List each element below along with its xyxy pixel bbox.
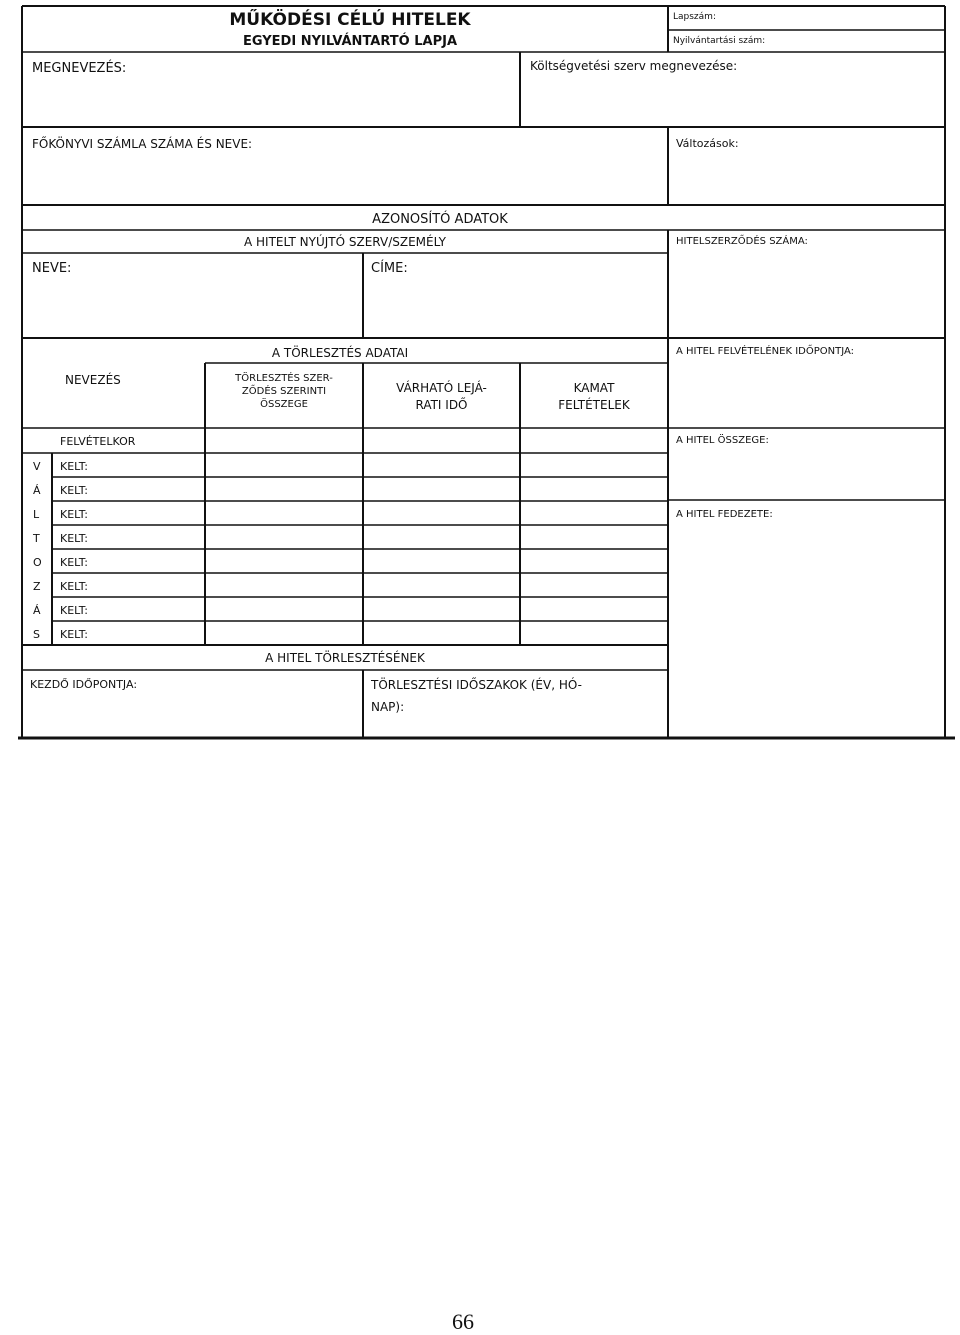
cime-label: CÍME:: [371, 261, 408, 276]
koltsegvetesi-szerv-label: Költségvetési szerv megnevezése:: [530, 59, 738, 73]
valtozas-letter: Á: [33, 604, 41, 617]
felvetelkor-label: FELVÉTELKOR: [60, 435, 136, 448]
valtozas-letter: O: [33, 556, 42, 569]
kelt-label: KELT:: [60, 532, 88, 545]
torlesztesi-idoszakok-label-line-2: NAP):: [371, 700, 405, 714]
torlesztes-adatai-title: A TÖRLESZTÉS ADATAI: [271, 346, 409, 360]
osszeg-column-header-line-1: TÖRLESZTÉS SZER-: [235, 373, 333, 384]
fokonyvi-szamla-label: FŐKÖNYVI SZÁMLA SZÁMA ÉS NEVE:: [32, 137, 253, 151]
kelt-label: KELT:: [60, 628, 88, 641]
kamat-column-header-line-1: KAMAT: [573, 381, 615, 395]
valtozas-letter: L: [33, 508, 40, 521]
kelt-label: KELT:: [60, 604, 88, 617]
felvetel-idopont-label: A HITEL FELVÉTELÉNEK IDŐPONTJA:: [676, 346, 855, 357]
hitelszerzodes-szama-label: HITELSZERZŐDÉS SZÁMA:: [676, 236, 808, 247]
hitel-osszege-label: A HITEL ÖSSZEGE:: [676, 435, 769, 446]
kezdo-idopontja-label: KEZDŐ IDŐPONTJA:: [30, 678, 138, 691]
form-title: MŰKÖDÉSI CÉLÚ HITELEK: [229, 10, 471, 30]
page-number: 66: [452, 1309, 474, 1334]
nyilvantartasi-szam-label: Nyilvántartási szám:: [673, 36, 766, 46]
megnevezes-label: MEGNEVEZÉS:: [32, 61, 127, 76]
kelt-label: KELT:: [60, 580, 88, 593]
kelt-label: KELT:: [60, 556, 88, 569]
osszeg-column-header-line-3: ÖSSZEGE: [260, 399, 308, 410]
valtozas-letter: V: [33, 460, 41, 473]
nevezes-column-header: NEVEZÉS: [65, 373, 121, 387]
valtozas-letter: T: [33, 532, 40, 545]
hitelt-nyujto-label: A HITELT NYÚJTÓ SZERV/SZEMÉLY: [243, 235, 447, 249]
hitel-fedezete-label: A HITEL FEDEZETE:: [676, 509, 773, 520]
kelt-label: KELT:: [60, 460, 88, 473]
lejarat-column-header-line-2: RATI IDŐ: [415, 398, 468, 412]
lejarat-column-header-line-1: VÁRHATÓ LEJÁ-: [396, 381, 487, 395]
valtozas-letter: S: [33, 628, 40, 641]
hitel-torlesztesenek-title: A HITEL TÖRLESZTÉSÉNEK: [265, 651, 425, 665]
valtozasok-label: Változások:: [676, 137, 739, 150]
neve-label: NEVE:: [32, 261, 72, 276]
valtozas-letter: Z: [33, 580, 41, 593]
azonosito-adatok-title: AZONOSÍTÓ ADATOK: [372, 212, 508, 227]
kelt-label: KELT:: [60, 484, 88, 497]
kamat-column-header-line-2: FELTÉTELEK: [558, 398, 630, 412]
valtozas-letter: Á: [33, 484, 41, 497]
osszeg-column-header-line-2: ZŐDÉS SZERINTI: [241, 386, 327, 397]
torlesztesi-idoszakok-label-line-1: TÖRLESZTÉSI IDŐSZAKOK (ÉV, HÓ-: [371, 678, 582, 692]
form-subtitle: EGYEDI NYILVÁNTARTÓ LAPJA: [242, 34, 458, 49]
lapszam-label: Lapszám:: [673, 12, 716, 22]
kelt-label: KELT:: [60, 508, 88, 521]
